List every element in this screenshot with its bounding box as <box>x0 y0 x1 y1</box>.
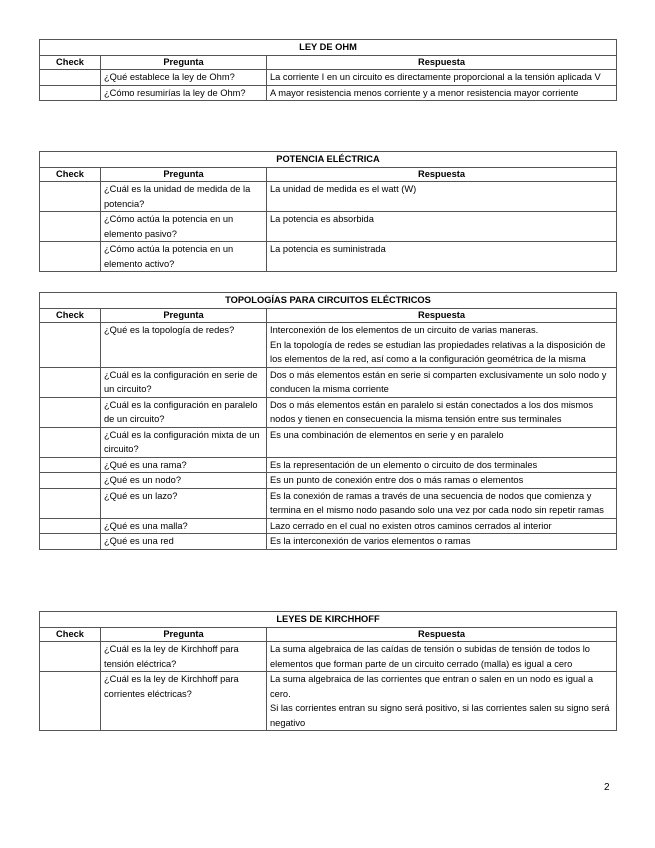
table-row <box>40 642 617 672</box>
check-cell[interactable] <box>40 642 101 672</box>
check-cell[interactable] <box>40 457 101 473</box>
table-row <box>40 672 617 731</box>
answer-line: La corriente I en un circuito es directamente proporcional a la tensión aplicada V <box>270 72 601 82</box>
answer-line: Es la representación de un elemento o circuito de dos terminales <box>270 459 538 470</box>
table-row <box>40 182 617 212</box>
answer-header: Respuesta <box>267 56 617 70</box>
answer-header: Respuesta <box>267 168 617 182</box>
section-title: TOPOLOGÍAS PARA CIRCUITOS ELÉCTRICOS <box>40 293 617 309</box>
answer-line: La suma algebraica de las caídas de tensión o subidas de tensión de todos lo elementos que forman parte de un circuito cerrado (malla) es igual a cero <box>270 644 590 669</box>
question-cell: ¿Qué es una malla? <box>101 518 267 534</box>
answer-cell <box>267 70 617 86</box>
answer-cell <box>267 672 617 731</box>
answer-cell <box>267 242 617 272</box>
check-cell[interactable] <box>40 212 101 242</box>
answer-line: En la topología de redes se estudian las propiedades relativas a la disposición de los elementos de la red, así como a la configuración geométrica de la misma <box>270 339 606 364</box>
table-row <box>40 427 617 457</box>
table-row <box>40 367 617 397</box>
answer-line: Es una combinación de elementos en serie y en paralelo <box>270 429 504 440</box>
page-number: 2 <box>604 782 610 793</box>
answer-line: Lazo cerrado en el cual no existen otros caminos cerrados al interior <box>270 520 552 531</box>
question-cell: ¿Cuál es la configuración mixta de un circuito? <box>101 427 267 457</box>
section-title: LEYES DE KIRCHHOFF <box>40 612 617 628</box>
answer-line: Es un punto de conexión entre dos o más ramas o elementos <box>270 475 524 485</box>
check-cell[interactable] <box>40 70 101 86</box>
answer-line: Es la conexión de ramas a través de una secuencia de nodos que comienza y termina en el mismo nodo pasando solo una vez por cada nodo sin repetir ramas <box>270 490 604 515</box>
answer-line: Interconexión de los elementos de un circuito de varias maneras. <box>270 325 539 335</box>
check-cell[interactable] <box>40 397 101 427</box>
answer-line: La suma algebraica de las corrientes que entran o salen en un nodo es igual a cero. <box>270 674 594 699</box>
section-title: POTENCIA ELÉCTRICA <box>40 152 617 168</box>
check-cell[interactable] <box>40 473 101 489</box>
answer-cell <box>267 518 617 534</box>
question-cell: ¿Qué es un lazo? <box>101 488 267 518</box>
table-row <box>40 457 617 473</box>
answer-line: Si las corrientes entran su signo será positivo, si las corrientes salen su signo será negativo <box>270 703 610 728</box>
table-row <box>40 488 617 518</box>
question-cell: ¿Cómo actúa la potencia en un elemento activo? <box>101 242 267 272</box>
question-header: Pregunta <box>101 168 267 182</box>
check-cell[interactable] <box>40 323 101 368</box>
question-cell: ¿Qué establece la ley de Ohm? <box>101 70 267 86</box>
answer-cell <box>267 182 617 212</box>
table-row <box>40 85 617 101</box>
topologias-table <box>39 292 617 550</box>
answer-cell <box>267 212 617 242</box>
section-title: LEY DE OHM <box>40 40 617 56</box>
answer-cell <box>267 397 617 427</box>
answer-header: Respuesta <box>267 309 617 323</box>
check-cell[interactable] <box>40 182 101 212</box>
table-row <box>40 534 617 550</box>
check-header: Check <box>40 56 101 70</box>
check-header: Check <box>40 309 101 323</box>
check-header: Check <box>40 168 101 182</box>
answer-cell <box>267 642 617 672</box>
answer-cell <box>267 323 617 368</box>
question-cell: ¿Cuál es la ley de Kirchhoff para corrientes eléctricas? <box>101 672 267 731</box>
question-cell: ¿Qué es la topología de redes? <box>101 323 267 368</box>
answer-cell <box>267 473 617 489</box>
question-cell: ¿Qué es una red <box>101 534 267 550</box>
check-cell[interactable] <box>40 534 101 550</box>
table-row <box>40 70 617 86</box>
check-cell[interactable] <box>40 672 101 731</box>
ley-de-ohm-table <box>39 39 617 101</box>
answer-cell <box>267 85 617 101</box>
table-row <box>40 242 617 272</box>
check-cell[interactable] <box>40 367 101 397</box>
answer-cell <box>267 488 617 518</box>
question-header: Pregunta <box>101 628 267 642</box>
answer-cell <box>267 367 617 397</box>
leyes-de-kirchhoff-table <box>39 611 617 731</box>
question-cell: ¿Qué es un nodo? <box>101 473 267 489</box>
check-cell[interactable] <box>40 488 101 518</box>
question-cell: ¿Cuál es la ley de Kirchhoff para tensión eléctrica? <box>101 642 267 672</box>
check-cell[interactable] <box>40 242 101 272</box>
answer-line: La potencia es suministrada <box>270 244 386 254</box>
answer-header: Respuesta <box>267 628 617 642</box>
question-cell: ¿Cómo actúa la potencia en un elemento pasivo? <box>101 212 267 242</box>
check-cell[interactable] <box>40 427 101 457</box>
answer-line: La potencia es absorbida <box>270 214 374 224</box>
table-row <box>40 212 617 242</box>
question-cell: ¿Cuál es la configuración en paralelo de un circuito? <box>101 397 267 427</box>
question-cell: ¿Cuál es la configuración en serie de un circuito? <box>101 367 267 397</box>
question-cell: ¿Cuál es la unidad de medida de la potencia? <box>101 182 267 212</box>
potencia-electrica-table <box>39 151 617 272</box>
table-row <box>40 518 617 534</box>
answer-line: La unidad de medida es el watt (W) <box>270 184 417 194</box>
answer-cell <box>267 427 617 457</box>
check-cell[interactable] <box>40 518 101 534</box>
question-header: Pregunta <box>101 309 267 323</box>
answer-line: A mayor resistencia menos corriente y a menor resistencia mayor corriente <box>270 87 579 98</box>
answer-line: Es la interconexión de varios elementos o ramas <box>270 536 471 546</box>
answer-line: Dos o más elementos están en serie si comparten exclusivamente un solo nodo y conducen la misma corriente <box>270 369 607 394</box>
question-header: Pregunta <box>101 56 267 70</box>
question-cell: ¿Cómo resumirías la ley de Ohm? <box>101 85 267 101</box>
table-row <box>40 397 617 427</box>
table-row <box>40 323 617 368</box>
answer-cell <box>267 534 617 550</box>
answer-line: Dos o más elementos están en paralelo si están conectados a los dos mismos nodos y tienen en consecuencia la misma tensión entre sus terminales <box>270 399 593 424</box>
check-header: Check <box>40 628 101 642</box>
question-cell: ¿Qué es una rama? <box>101 457 267 473</box>
answer-cell <box>267 457 617 473</box>
check-cell[interactable] <box>40 85 101 101</box>
table-row <box>40 473 617 489</box>
